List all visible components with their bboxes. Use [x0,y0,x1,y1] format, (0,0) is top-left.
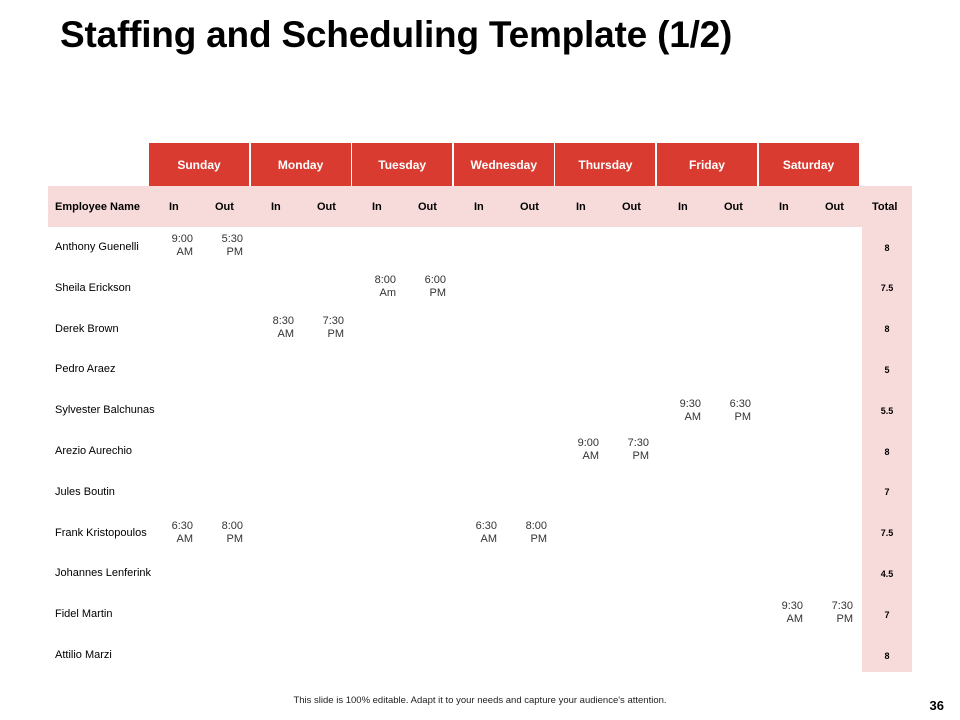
day-header-row [149,143,860,186]
day-header-monday: Monday [251,143,351,186]
time-out: 7:30 PM [831,600,853,626]
time-in: 9:00 AM [171,233,193,258]
row-total: 5.5 [880,405,894,416]
in-header-sunday: In [169,200,179,213]
table-row [0,472,960,513]
time-in: 8:30 AM [272,314,294,340]
time-out: 8:00 PM [525,520,547,546]
row-total: 7.5 [880,283,894,294]
day-header-sunday: Sunday [149,143,249,186]
time-out: 6:30 PM [729,397,751,423]
table-row [0,513,960,554]
time-out: 7:30 PM [627,437,649,462]
row-total: 7.5 [880,528,894,539]
row-total: 7 [884,609,890,620]
table-row [0,390,960,431]
table-row [0,594,960,635]
footer-note: This slide is 100% editable. Adapt it to your needs and capture your audience's attention. [293,695,667,706]
table-row [0,431,960,472]
row-total: 7 [884,487,890,498]
employee-name: Frank Kristopoulos [55,526,147,539]
row-total: 8 [884,324,890,335]
in-header-tuesday: In [372,200,382,213]
in-header-saturday: In [779,200,789,213]
employee-name: Sheila Erickson [55,281,131,294]
row-total: 8 [884,446,890,457]
out-header-sunday: Out [215,200,234,213]
time-out: 5:30 PM [221,233,243,258]
row-total: 4.5 [880,568,894,579]
employee-name: Pedro Araez [55,363,116,376]
table-row [0,268,960,309]
row-total: 5 [884,364,890,375]
employee-name: Attilio Marzi [55,649,112,661]
table-row [0,349,960,390]
employee-name: Sylvester Balchunas [55,404,155,417]
in-header-friday: In [678,200,688,213]
employee-name: Anthony Guenelli [55,241,139,253]
table-row [0,227,960,268]
day-header-thursday: Thursday [555,143,655,186]
employee-name: Johannes Lenferink [55,567,152,580]
in-header-monday: In [271,200,281,213]
out-header-monday: Out [317,200,336,213]
out-header-tuesday: Out [418,200,437,213]
time-out: 6:00 PM [424,273,446,299]
out-header-friday: Out [724,200,743,213]
day-header-wednesday: Wednesday [454,143,554,186]
table-row [0,553,960,594]
employee-name: Arezio Aurechio [55,445,133,457]
in-header-wednesday: In [474,200,484,213]
employee-name: Fidel Martin [55,608,113,621]
time-in: 6:30 AM [171,520,193,546]
table-row [0,309,960,350]
slide-title: Staffing and Scheduling Template (1/2) [60,14,733,55]
column-header-row [48,186,912,227]
employee-name-header: Employee Name [55,200,140,213]
time-in: 9:30 AM [679,397,701,423]
time-in: 8:00 Am [374,273,396,299]
day-header-friday: Friday [657,143,757,186]
out-header-thursday: Out [622,200,641,213]
time-out: 8:00 PM [221,520,243,546]
time-in: 9:30 AM [781,600,803,626]
row-total: 8 [884,242,890,253]
page-number: 36 [929,698,944,713]
time-in: 9:00 AM [577,437,599,462]
out-header-saturday: Out [825,200,844,213]
time-in: 6:30 AM [475,520,497,546]
table-row [0,635,960,676]
total-header: Total [872,200,898,213]
day-header-tuesday: Tuesday [352,143,452,186]
row-total: 8 [884,650,890,661]
day-header-saturday: Saturday [759,143,859,186]
employee-name: Jules Boutin [55,485,115,498]
time-out: 7:30 PM [322,314,344,340]
employee-name: Derek Brown [55,322,119,335]
in-header-thursday: In [576,200,586,213]
out-header-wednesday: Out [520,200,539,213]
